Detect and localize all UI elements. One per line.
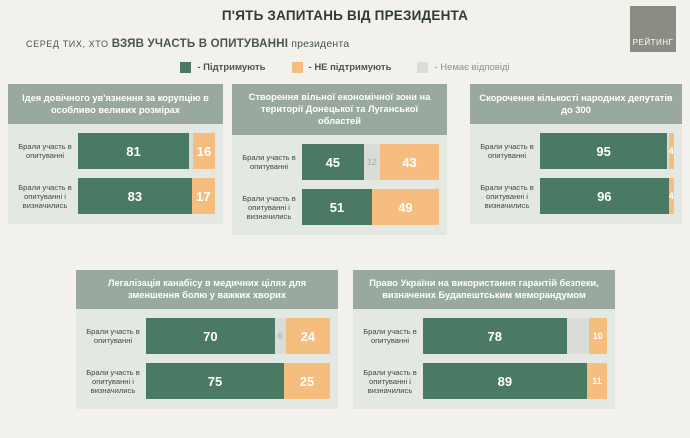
bar-row <box>84 318 330 354</box>
panel-body <box>353 309 615 409</box>
bar-segment-support: 89 <box>423 363 587 399</box>
bar-row <box>240 144 439 180</box>
legend-swatch-none <box>417 62 428 73</box>
chart-panel-corruption <box>8 84 223 224</box>
bar-row <box>16 178 215 214</box>
bar-segment-against: 4 <box>669 133 674 169</box>
chart-panel-free-economic-zone <box>232 84 447 235</box>
panel-title: Створення вільної економічної зони на території Донецької та Луганської областей <box>232 84 447 135</box>
page-title: П'ЯТЬ ЗАПИТАНЬ ВІД ПРЕЗИДЕНТА <box>221 8 469 23</box>
bar-row-label: Брали участь в опитуванні і визначились <box>18 182 72 210</box>
bar-row-label: Брали участь в опитуванні <box>18 142 72 160</box>
bar-segment-against: 43 <box>380 144 439 180</box>
bar-row <box>361 318 607 354</box>
bar-row <box>478 178 674 214</box>
stacked-bar <box>302 144 439 180</box>
legend <box>0 62 690 73</box>
subtitle <box>26 38 349 50</box>
bar-segment-none <box>567 318 589 354</box>
bar-row-label: Брали участь в опитуванні і визначились <box>363 367 417 395</box>
logo-label: РЕЙТИНГ <box>632 38 674 47</box>
bar-segment-none: 6 <box>275 318 286 354</box>
legend-swatch-support <box>180 62 191 73</box>
subtitle-strong: ВЗЯВ УЧАСТЬ В ОПИТУВАННІ <box>111 38 289 50</box>
bar-segment-against: 11 <box>587 363 607 399</box>
bar-row-label: Брали участь в опитуванні <box>242 153 296 171</box>
bar-segment-support: 75 <box>146 363 284 399</box>
stacked-bar <box>78 178 215 214</box>
panel-body <box>470 124 682 224</box>
stacked-bar <box>423 363 607 399</box>
subtitle-post: президента <box>291 38 350 50</box>
panel-title: Скорочення кількості народних депутатів до 300 <box>470 84 682 124</box>
chart-panel-cannabis <box>76 270 338 409</box>
stacked-bar <box>146 363 330 399</box>
panel-title: Легалізація канабісу в медичних цілях для зменшення болю у важких хворих <box>76 270 338 309</box>
legend-label-against: - НЕ підтримують <box>308 62 392 73</box>
bar-segment-support: 83 <box>78 178 192 214</box>
bar-row <box>240 189 439 225</box>
bar-segment-support: 95 <box>540 133 667 169</box>
bar-row <box>361 363 607 399</box>
panel-title: Ідея довічного ув'язнення за корупцію в особливо великих розмірах <box>8 84 223 124</box>
bar-row <box>84 363 330 399</box>
bar-segment-against: 49 <box>372 189 439 225</box>
bar-row-label: Брали участь в опитуванні і визначились <box>86 367 140 395</box>
bar-row-label: Брали участь в опитуванні <box>480 142 534 160</box>
legend-item-support <box>180 62 265 73</box>
bar-segment-none: 12 <box>364 144 380 180</box>
bar-segment-against: 16 <box>193 133 215 169</box>
bar-row-label: Брали участь в опитуванні <box>86 327 140 345</box>
legend-label-none: - Немає відповіді <box>434 62 510 73</box>
panel-title: Право України на використання гарантій безпеки, визначених Будапештським меморандумом <box>353 270 615 309</box>
panel-body <box>8 124 223 224</box>
bar-row-label: Брали участь в опитуванні і визначились <box>480 182 534 210</box>
legend-item-against <box>292 62 392 73</box>
bar-segment-support: 96 <box>540 178 669 214</box>
bar-segment-against: 25 <box>284 363 330 399</box>
panel-body <box>76 309 338 409</box>
panel-body <box>232 135 447 235</box>
stacked-bar <box>423 318 607 354</box>
bar-segment-against: 17 <box>192 178 215 214</box>
bar-segment-against: 4 <box>669 178 674 214</box>
bar-segment-against: 24 <box>286 318 330 354</box>
legend-label-support: - Підтримують <box>197 62 266 73</box>
bar-row <box>16 133 215 169</box>
stacked-bar <box>540 133 674 169</box>
legend-swatch-against <box>292 62 303 73</box>
bar-segment-support: 70 <box>146 318 275 354</box>
bar-row <box>478 133 674 169</box>
stacked-bar <box>302 189 439 225</box>
stacked-bar <box>540 178 674 214</box>
bar-segment-support: 51 <box>302 189 372 225</box>
bar-segment-support: 45 <box>302 144 364 180</box>
stacked-bar <box>78 133 215 169</box>
subtitle-pre: СЕРЕД ТИХ, ХТО <box>26 39 109 49</box>
chart-panel-budapest-memorandum <box>353 270 615 409</box>
chart-panel-reduce-deputies <box>470 84 682 224</box>
bar-segment-support: 78 <box>423 318 567 354</box>
bar-segment-support: 81 <box>78 133 189 169</box>
stacked-bar <box>146 318 330 354</box>
bar-row-label: Брали участь в опитуванні і визначились <box>242 193 296 221</box>
legend-item-none <box>417 62 509 73</box>
rating-logo <box>630 6 676 52</box>
bar-row-label: Брали участь в опитуванні <box>363 327 417 345</box>
bar-segment-against: 10 <box>589 318 607 354</box>
